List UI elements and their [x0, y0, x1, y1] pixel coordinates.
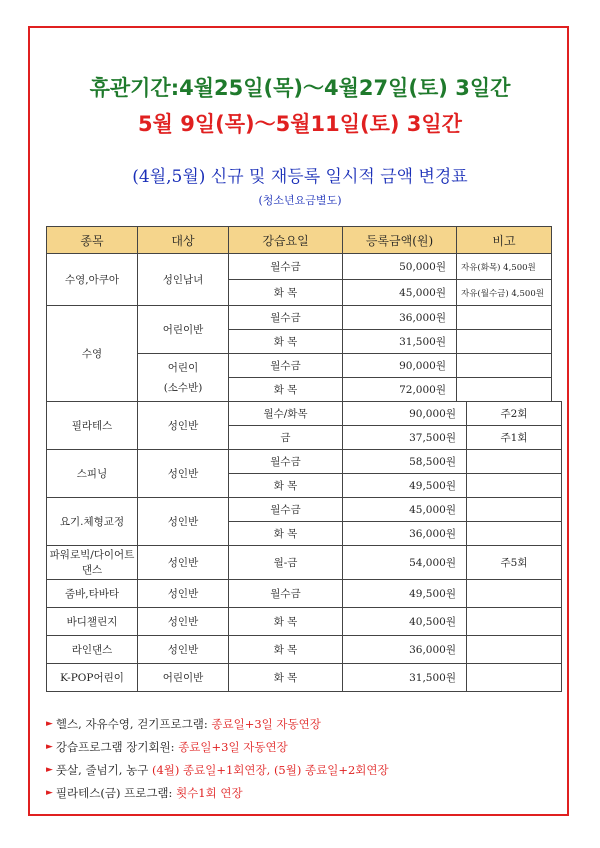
- fee-cell: 40,500원: [343, 608, 467, 636]
- fee-cell: 50,000원: [343, 254, 457, 280]
- sport-cell: 바디챌린지: [47, 608, 138, 636]
- page-subtitle: (청소년요금별도): [258, 194, 342, 207]
- table-row: [47, 580, 562, 608]
- table-row: [47, 664, 562, 692]
- sport-cell: 라인댄스: [47, 636, 138, 664]
- fee-cell: 72,000원: [343, 378, 457, 402]
- table-row: [47, 450, 562, 474]
- sport-cell: 스피닝: [47, 450, 138, 498]
- closure-period-line1: 휴관기간:4월25일(목)～4월27일(토) 3일간: [89, 76, 511, 100]
- fee-cell: 58,500원: [343, 450, 467, 474]
- note-cell: 자유(화목) 4,500원: [457, 254, 552, 280]
- note-cell: [467, 450, 562, 474]
- note-label: 필라테스(금) 프로그램:: [55, 785, 173, 800]
- col-target: 대상: [138, 227, 229, 254]
- note-cell: 주5회: [467, 546, 562, 580]
- sport-cell: 줌바,타바타: [47, 580, 138, 608]
- table-header-row: [47, 227, 552, 254]
- fee-cell: 45,000원: [343, 280, 457, 306]
- day-cell: 월수/화목: [229, 402, 343, 426]
- note-cell: [467, 474, 562, 498]
- day-cell: 월수금: [229, 306, 343, 330]
- fee-cell: 90,000원: [343, 402, 467, 426]
- note-item: [46, 712, 389, 735]
- day-cell: 월수금: [229, 450, 343, 474]
- note-cell: 주1회: [467, 426, 562, 450]
- program-fee-table: [46, 401, 562, 692]
- target-cell: 성인반: [138, 580, 229, 608]
- bullet-arrow-icon: ►: [46, 718, 53, 729]
- day-cell: 화 목: [229, 378, 343, 402]
- fee-cell: 54,000원: [343, 546, 467, 580]
- target-cell: 성인반: [138, 608, 229, 636]
- col-note: 비고: [457, 227, 552, 254]
- col-fee: 등록금액(원): [343, 227, 457, 254]
- target-cell: 성인반: [138, 402, 229, 450]
- sport-cell: 파워로빅/다이어트댄스: [47, 546, 138, 580]
- target-cell: 성인반: [138, 450, 229, 498]
- bullet-arrow-icon: ►: [46, 787, 53, 798]
- target-cell: 성인반: [138, 498, 229, 546]
- note-item: [46, 781, 389, 804]
- sport-cell: 수영,아쿠아: [47, 254, 138, 306]
- fee-cell: 36,000원: [343, 522, 467, 546]
- target-cell: 성인반: [138, 636, 229, 664]
- sport-cell: 수영: [47, 306, 138, 402]
- sport-cell: 요기.체형교정: [47, 498, 138, 546]
- note-cell: [457, 354, 552, 378]
- note-cell: [467, 636, 562, 664]
- sport-cell: 필라테스: [47, 402, 138, 450]
- note-item: [46, 758, 389, 781]
- day-cell: 화 목: [229, 608, 343, 636]
- table-row: [47, 546, 562, 580]
- fee-cell: 36,000원: [343, 306, 457, 330]
- target-cell: 어린이반: [138, 306, 229, 354]
- note-cell: [467, 664, 562, 692]
- col-sport: 종목: [47, 227, 138, 254]
- fee-cell: 49,500원: [343, 474, 467, 498]
- note-value: 종료일+3일 자동연장: [211, 716, 321, 731]
- note-label: 강습프로그램 장기회원:: [55, 739, 175, 754]
- note-label: 헬스, 자유수영, 걷기프로그램:: [55, 716, 208, 731]
- table-row: [47, 254, 552, 280]
- fee-cell: 45,000원: [343, 498, 467, 522]
- note-cell: [467, 522, 562, 546]
- sport-cell: K-POP어린이: [47, 664, 138, 692]
- target-cell: 어린이 (소수반): [138, 354, 229, 402]
- note-cell: [457, 306, 552, 330]
- table-row: [47, 608, 562, 636]
- day-cell: 금: [229, 426, 343, 450]
- closure-period-line2: 5월 9일(목)～5월11일(토) 3일간: [138, 112, 462, 136]
- bullet-arrow-icon: ►: [46, 764, 53, 775]
- day-cell: 화 목: [229, 664, 343, 692]
- day-cell: 월수금: [229, 580, 343, 608]
- note-cell: [457, 330, 552, 354]
- target-cell: 성인반: [138, 546, 229, 580]
- note-cell: [467, 608, 562, 636]
- note-cell: 주2회: [467, 402, 562, 426]
- fee-cell: 90,000원: [343, 354, 457, 378]
- table-row: [47, 636, 562, 664]
- note-cell: 자유(월수금) 4,500원: [457, 280, 552, 306]
- note-value: 횟수1회 연장: [176, 785, 243, 800]
- fee-cell: 31,500원: [343, 664, 467, 692]
- bullet-arrow-icon: ►: [46, 741, 53, 752]
- day-cell: 월수금: [229, 354, 343, 378]
- table-row: [47, 402, 562, 426]
- fee-cell: 37,500원: [343, 426, 467, 450]
- note-cell: [467, 498, 562, 522]
- note-cell: [467, 580, 562, 608]
- fee-cell: 36,000원: [343, 636, 467, 664]
- fee-cell: 49,500원: [343, 580, 467, 608]
- note-cell: [457, 378, 552, 402]
- day-cell: 화 목: [229, 330, 343, 354]
- fee-cell: 31,500원: [343, 330, 457, 354]
- target-cell: 성인남녀: [138, 254, 229, 306]
- note-item: [46, 735, 389, 758]
- note-value: 종료일+3일 자동연장: [178, 739, 288, 754]
- table-row: [47, 306, 552, 330]
- col-day: 강습요일: [229, 227, 343, 254]
- day-cell: 월-금: [229, 546, 343, 580]
- target-cell: 어린이반: [138, 664, 229, 692]
- day-cell: 화 목: [229, 474, 343, 498]
- day-cell: 월수금: [229, 498, 343, 522]
- note-value: (4월) 종료일+1회연장, (5월) 종료일+2회연장: [151, 762, 389, 777]
- swim-fee-table: [46, 226, 552, 402]
- day-cell: 월수금: [229, 254, 343, 280]
- day-cell: 화 목: [229, 636, 343, 664]
- note-label: 풋살, 줄넘기, 농구: [55, 762, 149, 777]
- notes-list: [46, 712, 389, 804]
- table-row: [47, 498, 562, 522]
- day-cell: 화 목: [229, 280, 343, 306]
- page-title: (4월,5월) 신규 및 재등록 일시적 금액 변경표: [132, 167, 468, 187]
- day-cell: 화 목: [229, 522, 343, 546]
